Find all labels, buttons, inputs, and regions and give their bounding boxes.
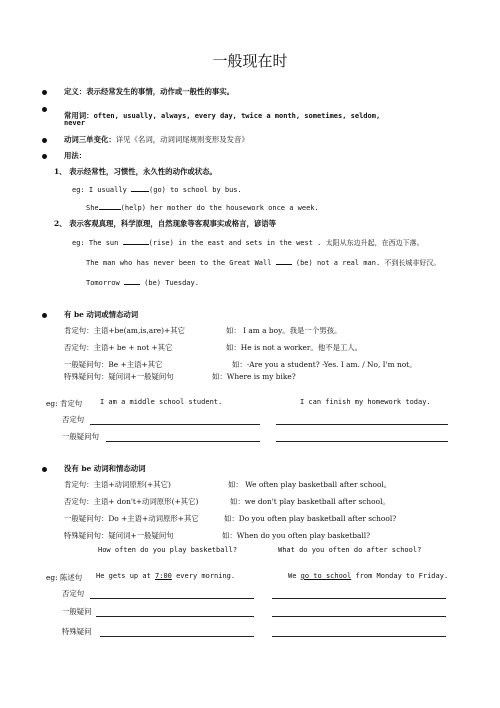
bullet-icon — [42, 467, 47, 472]
be-rule-negative: 否定句：主语+ be + not +其它 — [64, 343, 173, 352]
answer-line[interactable] — [276, 441, 448, 442]
usage2-example3 — [86, 276, 199, 287]
answer-line[interactable] — [96, 616, 254, 617]
nobe-rule-affirmative: 肯定句：主语+动词原形(+其它) — [64, 480, 171, 489]
be-rule-general-question: 一般疑问句：Be +主语+其它 — [64, 360, 163, 369]
nobe-example-general-question: 如：Do you often play basketball after school? — [224, 514, 397, 523]
answer-blank[interactable] — [124, 276, 140, 285]
answer-blank[interactable] — [123, 236, 149, 245]
usage2-ex3-suffix: (be) Tuesday. — [139, 279, 199, 287]
be-exercise-eg-label: eg: 肯定句 — [46, 399, 83, 408]
be-exercise-sentence2: I can finish my homework today. — [300, 398, 431, 406]
nobe-exercise-eg-label: eg: 陈述句 — [46, 573, 83, 582]
nobe-exercise-wh-label: 特殊疑问 — [62, 627, 92, 636]
sentence1-part-b: every morning. — [171, 572, 236, 580]
answer-line[interactable] — [90, 424, 260, 425]
usage2-ex2-prefix: The man who has never been to the Great Wall — [86, 259, 276, 267]
be-section-heading: 有 be 动词或情态动词 — [64, 310, 139, 319]
bullet-icon — [42, 90, 47, 95]
answer-blank[interactable] — [99, 201, 121, 210]
be-rule-wh-question: 特殊疑问句：疑问词+一般疑问句 — [64, 372, 174, 381]
nobe-example-negative: 如：we don't play basketball after school。 — [230, 497, 390, 506]
nobe-example-affirmative: 如： We often play basketball after school。 — [228, 480, 392, 489]
nobe-exercise-sentence2 — [288, 572, 448, 580]
answer-line[interactable] — [90, 598, 254, 599]
sentence2-part-b: from Monday to Friday. — [351, 572, 449, 580]
nobe-exercise-question-label: 一般疑问 — [62, 607, 92, 616]
common-words-line — [64, 103, 380, 122]
sentence1-time: 7:00 — [155, 572, 172, 580]
bullet-icon — [42, 138, 47, 143]
answer-line[interactable] — [272, 616, 446, 617]
usage2-example1 — [72, 236, 424, 248]
usage2-ex2-suffix: (be) not a real man. 不到长城非好汉。 — [291, 259, 441, 267]
answer-line[interactable] — [272, 636, 446, 637]
nobe-rule-general-question: 一般疑问句：Do +主语+动词原形+其它 — [64, 514, 199, 523]
be-exercise-question-label: 一般疑问句 — [62, 432, 99, 441]
definition-label: 定义： — [64, 87, 87, 96]
nobe-section-heading: 没有 be 动词和情态动词 — [64, 464, 146, 473]
usage2-ex1-prefix: eg: The sun — [72, 239, 123, 247]
nobe-exercise-sentence1 — [96, 572, 235, 580]
common-words-label: 常用词： — [64, 111, 94, 120]
common-words-list-cont: never — [64, 119, 86, 127]
be-example-affirmative: 如： I am a boy。我是一个男孩。 — [226, 326, 342, 335]
usage2-example2 — [86, 256, 440, 268]
sentence2-underlined: go to school — [300, 572, 352, 580]
bullet-icon — [42, 154, 47, 159]
usage1-ex2-prefix: She — [86, 204, 99, 212]
definition-text: 表示经常发生的事情，动作或一般性的事实。 — [86, 87, 235, 96]
answer-line[interactable] — [272, 598, 446, 599]
be-example-wh-question: 如：Where is my bike? — [212, 372, 296, 381]
third-person-label: 动词三单变化： — [64, 135, 116, 144]
answer-blank[interactable] — [131, 183, 149, 192]
nobe-rule-wh-question: 特殊疑问句：疑问词+一般疑问句 — [64, 531, 174, 540]
be-example-negative: 如：He is not a worker。他不是工人。 — [226, 343, 363, 352]
usage2-ex3-prefix: Tomorrow — [86, 279, 124, 287]
nobe-extra-example2: What do you often do after school? — [278, 546, 422, 554]
usage-label: 用法： — [64, 151, 87, 160]
usage1-example1 — [72, 183, 242, 194]
bullet-icon — [42, 313, 47, 318]
definition-line — [64, 86, 234, 97]
be-exercise-negative-label: 否定句 — [62, 415, 85, 424]
be-example-general-question: 如：-Are you a student? -Yes. I am. / No, I'm not。 — [232, 360, 417, 369]
third-person-text: 详见《名词，动词词尾规则变形及发音》 — [115, 135, 249, 144]
answer-blank[interactable] — [276, 256, 292, 265]
third-person-line — [64, 134, 249, 145]
sentence1-part-a: He gets up at — [96, 572, 156, 580]
be-exercise-sentence1: I am a middle school student. — [100, 398, 223, 406]
common-words-list: often, usually, always, every day, twice a month, sometimes, seldom, — [93, 112, 381, 120]
usage1-heading: 1、 表示经常性，习惯性，永久性的动作或状态。 — [54, 167, 217, 176]
usage2-heading: 2、 表示客观真理，科学原理，自然现象等客观事实或格言，谚语等 — [54, 219, 277, 228]
usage2-ex1-suffix: (rise) in the east and sets in the west . 太阳从东边升起，在西边下落。 — [148, 239, 424, 247]
answer-line[interactable] — [276, 424, 448, 425]
usage1-ex2-suffix: (help) her mother do the housework once a week. — [120, 204, 319, 212]
nobe-rule-negative: 否定句：主语+ don't+动词原形(+其它) — [64, 497, 199, 506]
nobe-exercise-negative-label: 否定句 — [62, 589, 85, 598]
be-rule-affirmative: 肯定句：主语+be(am,is,are)+其它 — [64, 326, 185, 335]
page-title: 一般现在时 — [212, 52, 288, 70]
usage1-ex1-suffix: (go) to school by bus. — [149, 186, 242, 194]
sentence2-part-a: We — [288, 572, 301, 580]
usage1-ex1-prefix: eg: I usually — [72, 186, 132, 194]
bullet-icon — [42, 107, 47, 112]
nobe-example-wh-question: 如：When do you often play basketball? — [222, 531, 371, 540]
answer-line[interactable] — [100, 636, 254, 637]
usage1-example2 — [86, 201, 319, 212]
answer-line[interactable] — [106, 441, 260, 442]
nobe-extra-example1: How often do you play basketball? — [98, 546, 238, 554]
